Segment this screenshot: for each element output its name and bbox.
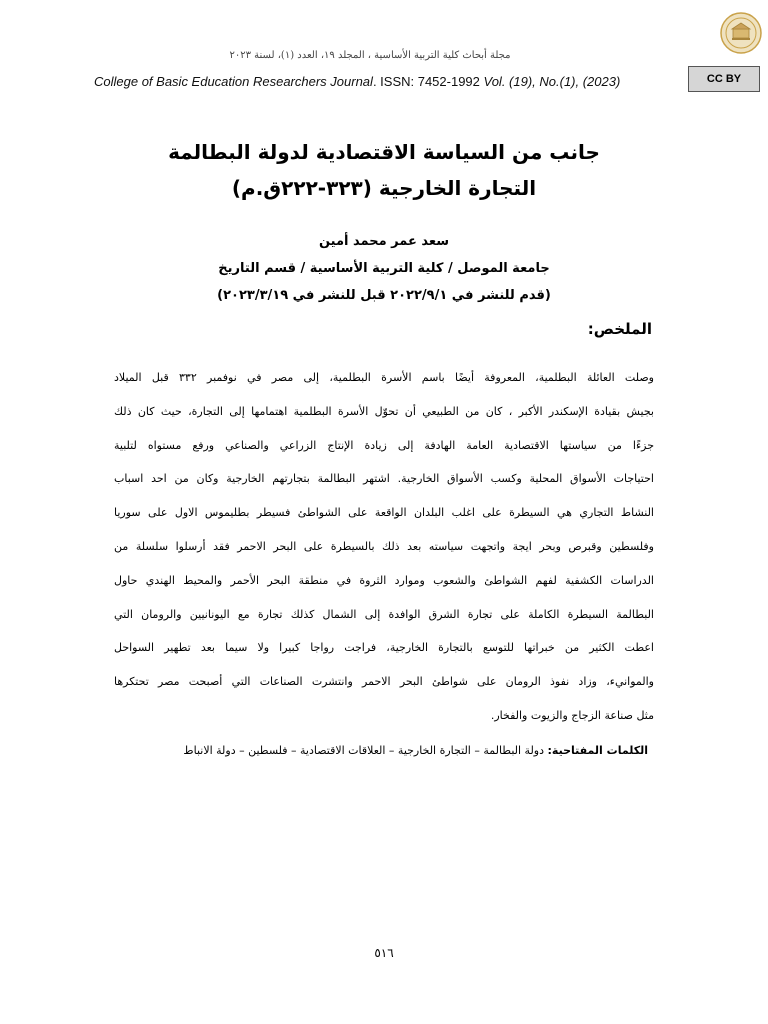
abstract-line: وفلسطين وقبرص وبحر ايجة واتجهت سياسته بعد ذلك بالسيطرة على البحر الاحمر فقد أرسلوا سلسلة من (114, 539, 654, 553)
abstract-line: البطالمة السيطرة الكاملة على تجارة الشرق الوافدة إلى الشمال كذلك تجارة مع اليونانيين والرومان التي (114, 607, 654, 621)
article-title-line-1: جانب من السياسة الاقتصادية لدولة البطالمة (168, 140, 600, 164)
abstract-line: النشاط التجاري هي السيطرة على اغلب البلدان الواقعة على الشواطئ فسيطر بطليموس الاول على سوريا (114, 506, 654, 520)
journal-issn: . ISSN: 7452-1992 (372, 74, 484, 89)
journal-citation (94, 74, 620, 89)
submission-dates: (قدم للنشر في ٢٠٢٢/٩/١ قبل للنشر في ٢٠٢٣/٣/١٩) (217, 288, 551, 303)
abstract-line: الدراسات الكشفية لفهم الشواطئ والشعوب وموارد الثروة في منطقة البحر الأحمر والمحيط الهندي حاول (114, 573, 654, 587)
journal-name: College of Basic Education Researchers Journal (94, 74, 373, 89)
article-title-line-2: التجارة الخارجية (٣٢٣-٢٢٢ق.م) (231, 176, 537, 200)
license-badge[interactable]: CC BY (688, 66, 760, 92)
abstract-line: بجيش بقيادة الإسكندر الأكبر ، كان من الطبيعي أن تحوّل الأسرة البطلمية اهتمامها إلى التجارة، حيث كان ذلك (114, 404, 654, 418)
running-head: مجلة أبحاث كلية التربية الأساسية ، المجلد ١٩، العدد (١)، لسنة ٢٠٢٣ (229, 50, 511, 61)
abstract-line: اعطت الكثير من خبراتها للتوسع بالتجارة الخارجية، فراجت رواجا كبيرا ولا سيما بعد تطهير السواحل (114, 641, 654, 655)
abstract-body (114, 361, 654, 733)
abstract-line: مثل صناعة الزجاج والزيوت والفخار. (490, 708, 654, 722)
keywords-label: الكلمات المفتاحية: (547, 744, 648, 757)
journal-volume-issue: Vol. (19), No.(1), (2023) (483, 74, 621, 89)
keywords (114, 744, 648, 757)
abstract-line: احتياجات الأسواق المحلية وكسب الأسواق الخارجية. اشتهر البطالمة بتجارتهم الخارجية وكان من احد اسباب (114, 472, 654, 486)
abstract-line: والموانيء، وزاد نفوذ الرومان على شواطئ البحر الاحمر وانتشرت الصناعات التي أصبحت مصر تحتكرها (114, 675, 654, 689)
keywords-text: دولة البطالمة – التجارة الخارجية – العلاقات الاقتصادية – فلسطين – دولة الانباط (183, 744, 548, 757)
author-affiliation: جامعة الموصل / كلية التربية الأساسية / قسم التاريخ (218, 261, 550, 276)
abstract-line: جزءًا من سياستها الاقتصادية العامة الهادفة إلى زيادة الإنتاج الزراعي والصناعي ورفع مستواه لتلبية (114, 438, 654, 452)
abstract-heading: الملخص: (587, 320, 652, 338)
author-name: سعد عمر محمد أمين (318, 234, 450, 249)
abstract-line: وصلت العائلة البطلمية، المعروفة أيضًا باسم الأسرة البطلمية، إلى مصر في نوفمبر ٣٣٢ قبل الميلاد (114, 371, 654, 384)
college-seal-icon (720, 12, 762, 54)
page-number: ٥١٦ (374, 946, 394, 960)
